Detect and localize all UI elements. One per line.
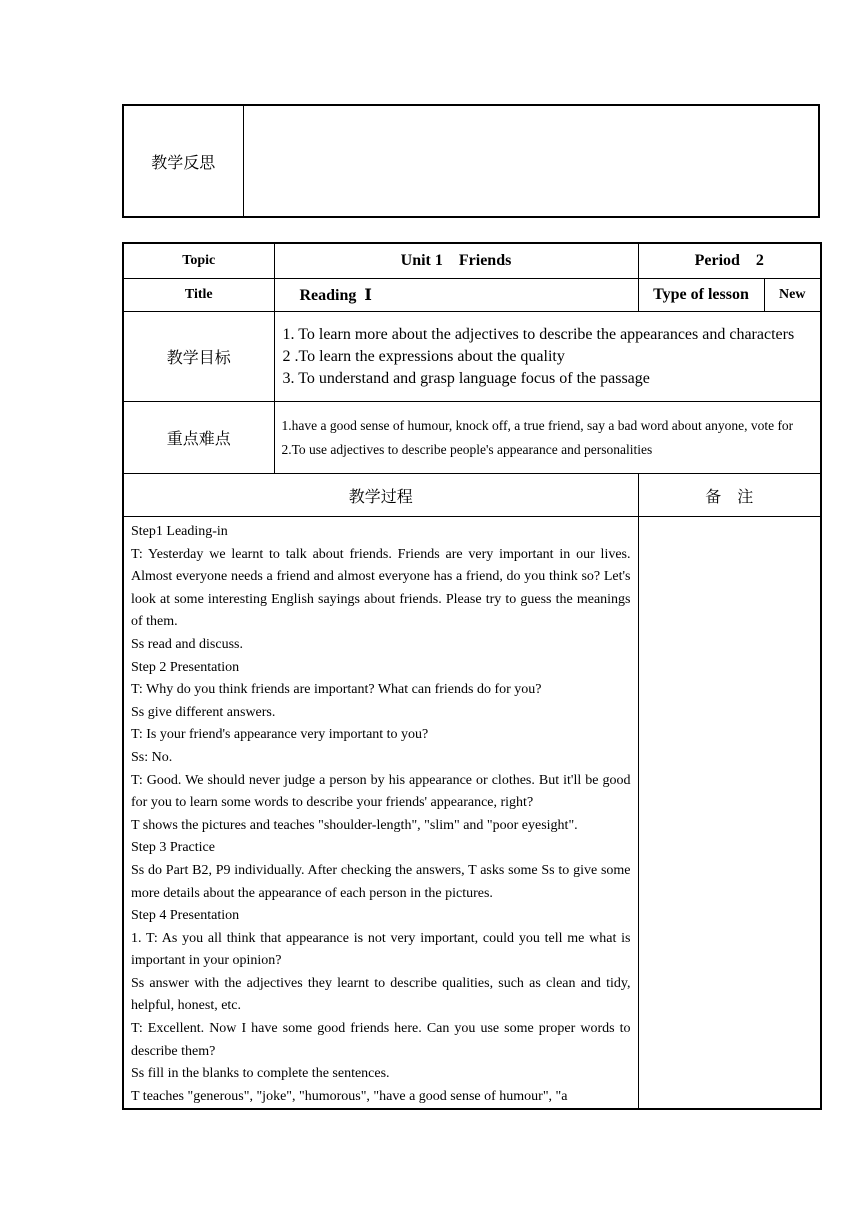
topic-label: Topic: [123, 243, 274, 279]
process-line: T: Excellent. Now I have some good friends here. Can you use some proper words to describe them?: [131, 1021, 631, 1059]
process-line: Ss fill in the blanks to complete the sentences.: [131, 1066, 390, 1082]
keypoint-item: 2.To use adjectives to describe people's appearance and personalities: [281, 441, 653, 457]
process-label: 教学过程: [123, 474, 638, 517]
goal-item: 2 .To learn the expressions about the quality: [282, 347, 565, 365]
period-cell: [638, 243, 821, 279]
keypoint-item: 1.have a good sense of humour, knock off, a true friend, say a bad word about anyone, vote for: [281, 417, 794, 433]
title-value: Reading Ⅰ: [274, 279, 638, 312]
keypoints-list: [274, 402, 821, 474]
period-label: Period: [694, 252, 740, 269]
process-line: Step 4 Presentation: [131, 908, 240, 924]
process-line: T: Good. We should never judge a person by his appearance or clothes. But it'll be good for you to learn some words to describe your friends' appearance, right?: [131, 772, 631, 811]
process-content: [123, 517, 638, 1110]
period-value: 2: [755, 252, 764, 269]
keypoints-label: 重点难点: [123, 402, 274, 474]
process-line: Ss answer with the adjectives they learnt to describe qualities, such as clean and tidy, helpful, honest, etc.: [131, 975, 631, 1014]
process-line: Ss do Part B2, P9 individually. After checking the answers, T asks some Ss to give some more details about the appearance of each person in the pictures.: [131, 862, 631, 901]
process-line: T teaches "generous", "joke", "humorous", "have a good sense of humour", "a: [131, 1088, 568, 1104]
type-value: New: [764, 279, 821, 312]
goal-item: 1. To learn more about the adjectives to describe the appearances and characters: [282, 325, 795, 343]
topic-value: Unit 1 Friends: [274, 243, 638, 279]
goals-list: [274, 312, 821, 402]
type-label: Type of lesson: [638, 279, 764, 312]
process-line: T: Is your friend's appearance very important to you?: [131, 727, 429, 743]
goal-item: 3. To understand and grasp language focus of the passage: [282, 369, 650, 387]
process-line: T shows the pictures and teaches "shoulder-length", "slim" and "poor eyesight".: [131, 817, 578, 833]
process-line: 1. T: As you all think that appearance is not very important, could you tell me what is important in your opinion?: [131, 930, 631, 969]
notes-content: [638, 517, 821, 1110]
process-line: Ss read and discuss.: [131, 636, 243, 652]
reflection-table: [122, 104, 820, 218]
reflection-content: [243, 105, 819, 217]
process-line: Ss: No.: [131, 749, 173, 765]
title-label: Title: [123, 279, 274, 312]
process-line: Step1 Leading-in: [131, 524, 228, 539]
process-line: T: Why do you think friends are important? What can friends do for you?: [131, 682, 542, 698]
process-line: Ss give different answers.: [131, 704, 276, 720]
process-line: Step 2 Presentation: [131, 659, 240, 675]
process-line: Step 3 Practice: [131, 840, 215, 856]
notes-label: 备 注: [638, 474, 821, 517]
goals-label: 教学目标: [123, 312, 274, 402]
process-line: T: Yesterday we learnt to talk about friends. Friends are very important in our lives. Almost everyone needs a friend and almost everyone has a friend, do you think so? Let's look at some interesting English sayings about friends. Please try to guess the meanings of them.: [131, 546, 631, 630]
lesson-plan-table: [122, 242, 822, 1110]
reflection-label: 教学反思: [123, 105, 243, 217]
